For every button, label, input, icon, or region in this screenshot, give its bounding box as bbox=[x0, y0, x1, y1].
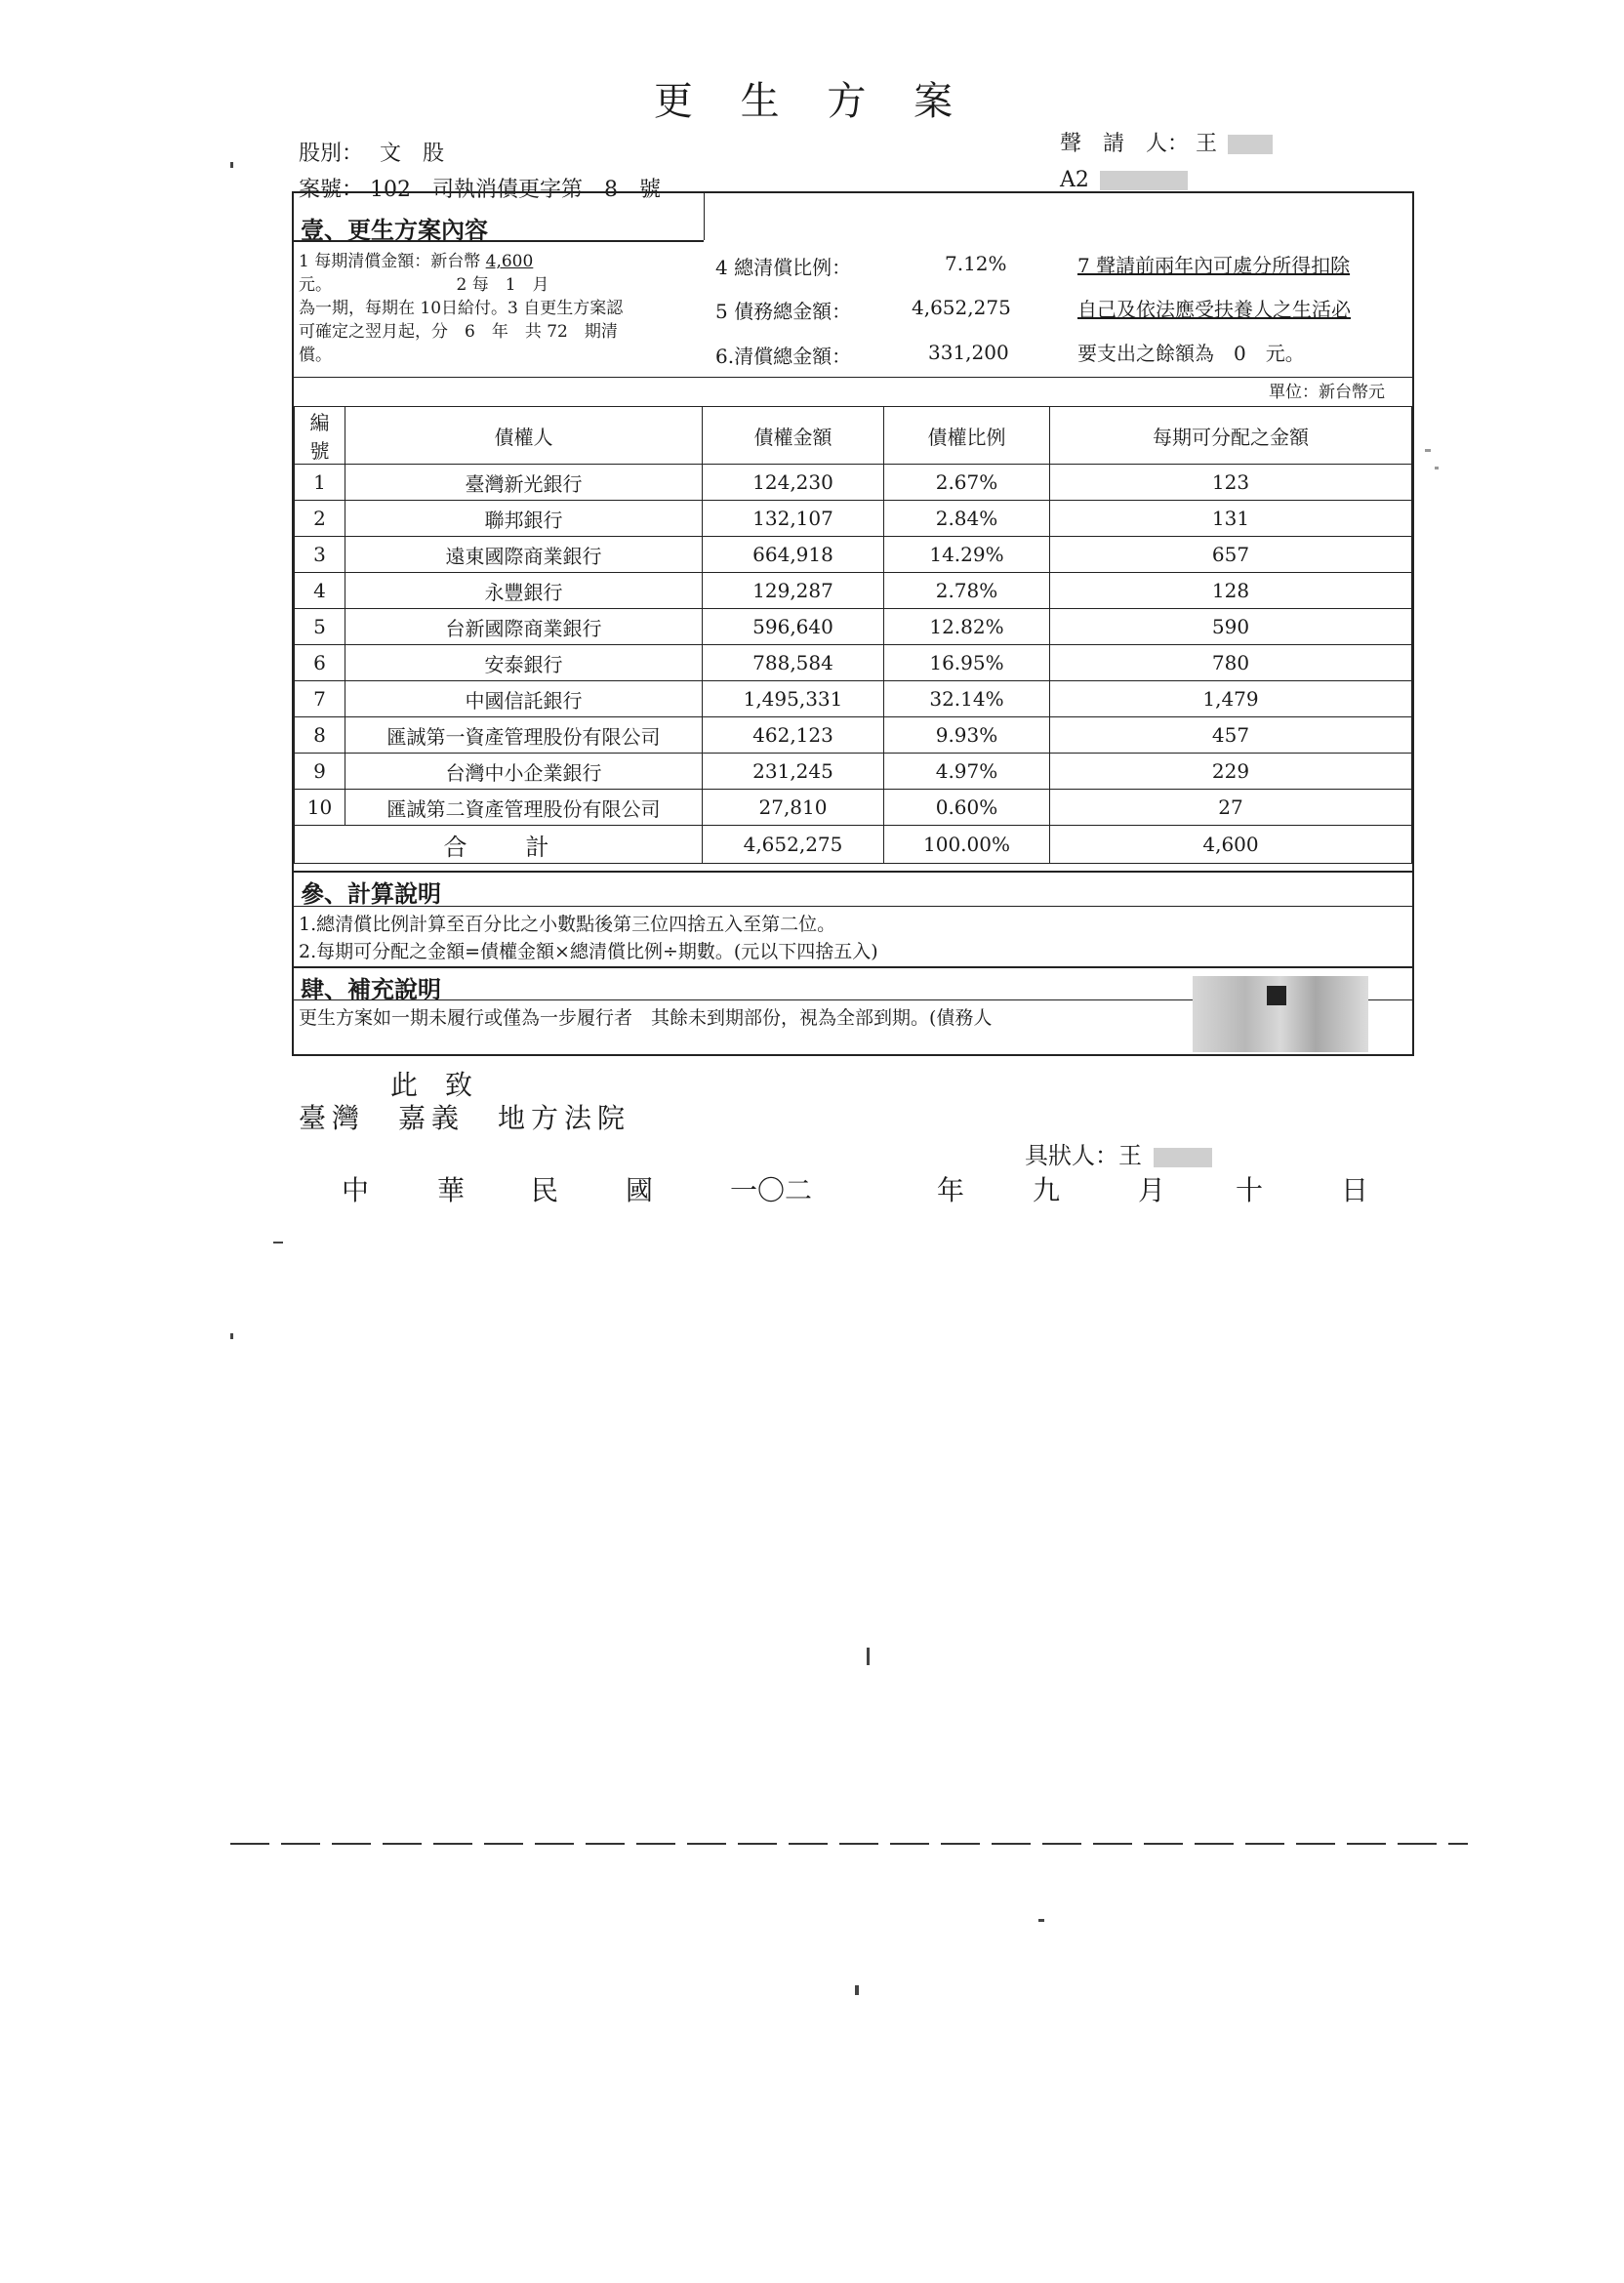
table-row bbox=[295, 537, 1412, 573]
date-char: 日 bbox=[1341, 1174, 1369, 1206]
section4-heading: 肆、補充說明 bbox=[301, 975, 441, 1003]
case-value: 102 司執消債更字第 8 號 bbox=[370, 178, 662, 202]
court-name: 臺灣 嘉義 地方法院 bbox=[299, 1102, 631, 1134]
table-row bbox=[295, 465, 1412, 501]
applicant-name: 王 bbox=[1196, 132, 1218, 156]
row-creditor: 聯邦銀行 bbox=[345, 501, 703, 537]
header-creditor: 債權人 bbox=[345, 407, 703, 465]
id-line bbox=[1060, 168, 1188, 192]
table-total-row bbox=[295, 826, 1412, 864]
applicant-label: 聲 請 人： bbox=[1060, 132, 1190, 156]
header-amount: 債權金額 bbox=[703, 407, 884, 465]
row-ratio: 2.67% bbox=[884, 465, 1050, 501]
total-ratio: 100.00% bbox=[884, 826, 1050, 864]
row-amount: 462,123 bbox=[703, 717, 884, 754]
division-value: 文 股 bbox=[380, 142, 445, 166]
row-creditor: 永豐銀行 bbox=[345, 573, 703, 609]
row-ratio: 2.84% bbox=[884, 501, 1050, 537]
table-row bbox=[295, 754, 1412, 790]
signer-label: 具狀人：王 bbox=[1025, 1142, 1142, 1169]
row-no: 8 bbox=[295, 717, 345, 754]
row-per-period: 131 bbox=[1050, 501, 1412, 537]
row-amount: 231,245 bbox=[703, 754, 884, 790]
date-month: 九 bbox=[1033, 1174, 1061, 1206]
item5-value: 4,652,275 bbox=[912, 296, 1011, 319]
row-no: 2 bbox=[295, 501, 345, 537]
row-ratio: 9.93% bbox=[884, 717, 1050, 754]
total-amount: 4,652,275 bbox=[703, 826, 884, 864]
table-row bbox=[295, 645, 1412, 681]
header-per-period: 每期可分配之金額 bbox=[1050, 407, 1412, 465]
section1-item1 bbox=[299, 250, 709, 367]
scan-speck bbox=[1435, 467, 1439, 469]
table-row bbox=[295, 681, 1412, 717]
row-no: 10 bbox=[295, 790, 345, 826]
date-year: 一〇二 bbox=[730, 1174, 813, 1206]
row-per-period: 123 bbox=[1050, 465, 1412, 501]
row-per-period: 780 bbox=[1050, 645, 1412, 681]
redacted-block bbox=[1100, 171, 1188, 190]
item6-label: 6.清償總金額： bbox=[715, 345, 852, 368]
scan-speck bbox=[230, 162, 233, 168]
redacted-block bbox=[1154, 1148, 1212, 1167]
row-ratio: 16.95% bbox=[884, 645, 1050, 681]
row-creditor: 遠東國際商業銀行 bbox=[345, 537, 703, 573]
creditor-table bbox=[294, 406, 1412, 864]
section3-line1: 1.總清償比例計算至百分比之小數點後第三位四捨五入至第二位。 bbox=[299, 914, 836, 935]
row-no: 9 bbox=[295, 754, 345, 790]
row-amount: 788,584 bbox=[703, 645, 884, 681]
row-amount: 596,640 bbox=[703, 609, 884, 645]
date-char: 華 bbox=[437, 1174, 466, 1206]
case-label: 案號： bbox=[299, 178, 364, 202]
signer-line bbox=[1025, 1136, 1212, 1170]
document-title: 更 生 方 案 bbox=[653, 79, 971, 124]
row-amount: 129,287 bbox=[703, 573, 884, 609]
redacted-block bbox=[1228, 135, 1273, 154]
scan-speck bbox=[867, 1648, 870, 1665]
applicant-line bbox=[1060, 127, 1273, 157]
scan-speck bbox=[273, 1242, 283, 1243]
scan-speck bbox=[1038, 1919, 1044, 1922]
item1-line4: 可確定之翌月起，分 6 年 共 72 期清 bbox=[299, 322, 618, 342]
item1-line2: 元。 2 每 1 月 bbox=[299, 275, 549, 295]
row-creditor: 台新國際商業銀行 bbox=[345, 609, 703, 645]
unit-label: 單位：新台幣元 bbox=[1269, 383, 1385, 402]
table-header-row bbox=[295, 407, 1412, 465]
division-line bbox=[299, 137, 444, 167]
row-per-period: 229 bbox=[1050, 754, 1412, 790]
row-per-period: 457 bbox=[1050, 717, 1412, 754]
header-no: 編號 bbox=[295, 407, 345, 465]
item7-line2: 自己及依法應受扶養人之生活必 bbox=[1077, 298, 1351, 321]
row-no: 4 bbox=[295, 573, 345, 609]
date-char: 民 bbox=[531, 1174, 559, 1206]
date-char: 年 bbox=[937, 1174, 965, 1206]
item7-line1: 7 聲請前兩年內可處分所得扣除 bbox=[1077, 254, 1351, 277]
row-ratio: 0.60% bbox=[884, 790, 1050, 826]
row-no: 6 bbox=[295, 645, 345, 681]
row-creditor: 中國信託銀行 bbox=[345, 681, 703, 717]
total-per-period: 4,600 bbox=[1050, 826, 1412, 864]
item1-line5: 償。 bbox=[299, 346, 332, 365]
table-row bbox=[295, 790, 1412, 826]
section4-line1: 更生方案如一期未履行或僅為一步履行者 其餘未到期部份，視為全部到期。(債務人 bbox=[299, 1007, 993, 1029]
row-amount: 124,230 bbox=[703, 465, 884, 501]
scan-speck bbox=[230, 1333, 233, 1339]
row-no: 3 bbox=[295, 537, 345, 573]
row-creditor: 安泰銀行 bbox=[345, 645, 703, 681]
row-per-period: 27 bbox=[1050, 790, 1412, 826]
table-row bbox=[295, 573, 1412, 609]
table-row bbox=[295, 717, 1412, 754]
header-ratio: 債權比例 bbox=[884, 407, 1050, 465]
row-creditor: 臺灣新光銀行 bbox=[345, 465, 703, 501]
row-per-period: 128 bbox=[1050, 573, 1412, 609]
section3-line2: 2.每期可分配之金額=債權金額×總清償比例÷期數。(元以下四捨五入) bbox=[299, 941, 878, 962]
row-creditor: 匯誠第一資產管理股份有限公司 bbox=[345, 717, 703, 754]
item1-line3: 為一期，每期在 10日給付。3 自更生方案認 bbox=[299, 299, 624, 318]
id-prefix: A2 bbox=[1060, 168, 1089, 192]
row-per-period: 590 bbox=[1050, 609, 1412, 645]
scan-line-artifact bbox=[230, 1843, 1468, 1845]
table-row bbox=[295, 501, 1412, 537]
row-amount: 1,495,331 bbox=[703, 681, 884, 717]
row-no: 7 bbox=[295, 681, 345, 717]
date-char: 國 bbox=[626, 1174, 654, 1206]
row-ratio: 32.14% bbox=[884, 681, 1050, 717]
row-ratio: 14.29% bbox=[884, 537, 1050, 573]
item5-label: 5 債務總金額： bbox=[715, 300, 852, 323]
table-row bbox=[295, 609, 1412, 645]
redaction-dark-spot bbox=[1267, 986, 1286, 1005]
total-label: 合 計 bbox=[295, 826, 703, 864]
row-creditor: 匯誠第二資產管理股份有限公司 bbox=[345, 790, 703, 826]
row-amount: 664,918 bbox=[703, 537, 884, 573]
division-label: 股別： bbox=[299, 142, 364, 166]
row-no: 5 bbox=[295, 609, 345, 645]
row-ratio: 4.97% bbox=[884, 754, 1050, 790]
row-no: 1 bbox=[295, 465, 345, 501]
date-char: 中 bbox=[342, 1174, 370, 1206]
date-day: 十 bbox=[1236, 1174, 1264, 1206]
row-per-period: 657 bbox=[1050, 537, 1412, 573]
row-ratio: 2.78% bbox=[884, 573, 1050, 609]
item4-label: 4 總清償比例： bbox=[715, 256, 852, 279]
section1-heading: 壹、更生方案內容 bbox=[301, 216, 488, 244]
item1-amount: 4,600 bbox=[485, 252, 534, 271]
date-char: 月 bbox=[1138, 1174, 1166, 1206]
scan-speck bbox=[855, 1985, 859, 1995]
item7-line3: 要支出之餘額為 0 元。 bbox=[1077, 342, 1305, 365]
item6-value: 331,200 bbox=[928, 341, 1009, 364]
salutation: 此 致 bbox=[390, 1069, 473, 1101]
section3-heading: 參、計算說明 bbox=[301, 879, 441, 908]
scan-speck bbox=[1425, 449, 1431, 452]
row-creditor: 台灣中小企業銀行 bbox=[345, 754, 703, 790]
row-ratio: 12.82% bbox=[884, 609, 1050, 645]
item4-value: 7.12% bbox=[945, 252, 1007, 275]
item7-block bbox=[1077, 244, 1351, 376]
row-amount: 132,107 bbox=[703, 501, 884, 537]
item1-label: 1 每期清償金額：新台幣 bbox=[299, 252, 481, 271]
row-per-period: 1,479 bbox=[1050, 681, 1412, 717]
row-amount: 27,810 bbox=[703, 790, 884, 826]
